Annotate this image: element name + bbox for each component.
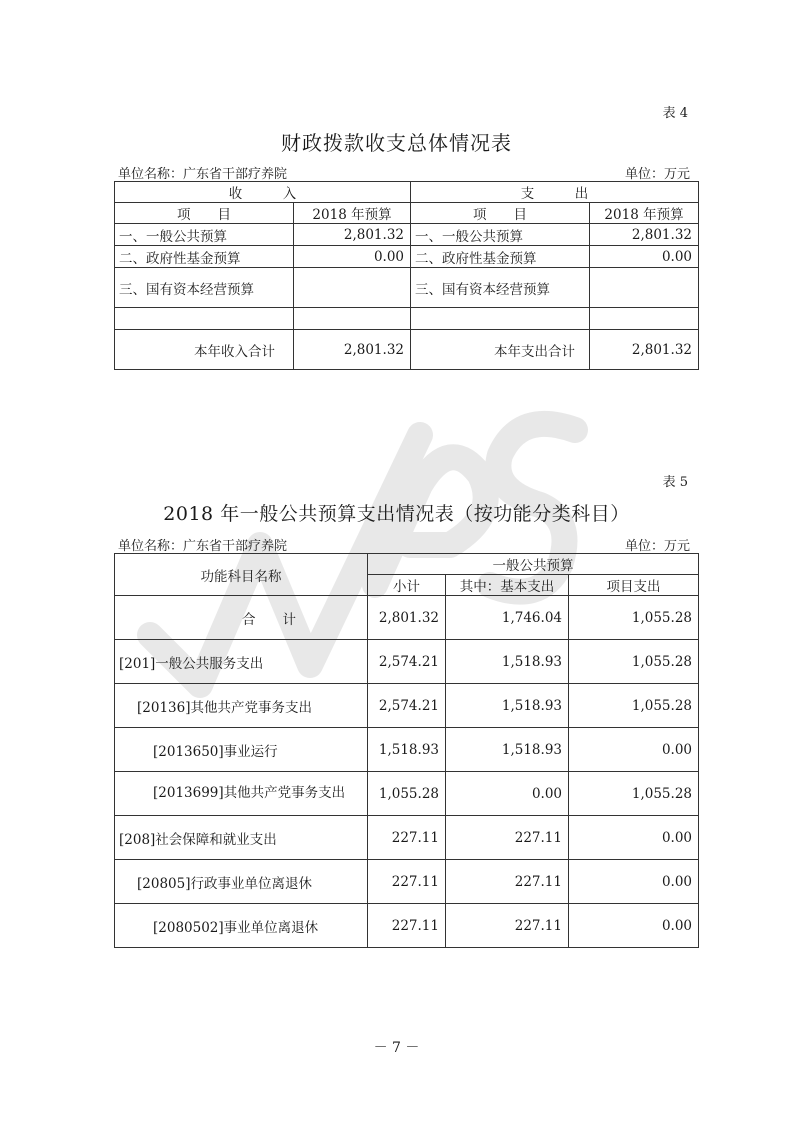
expense-value: 2,801.32 (590, 224, 699, 246)
income-value: 0.00 (294, 246, 411, 268)
income-item: 三、国有资本经营预算 (115, 268, 294, 308)
table5-header-row (115, 554, 699, 575)
table5-title: 2018 年一般公共预算支出情况表（按功能分类科目） (163, 503, 630, 525)
subject-name: [201]一般公共服务支出 (115, 640, 368, 684)
basic-expense-value: 1,518.93 (446, 640, 569, 684)
income-item: 一、一般公共预算 (115, 224, 294, 246)
income-item: 二、政府性基金预算 (115, 246, 294, 268)
table4-header-row (115, 182, 699, 203)
project-expense-value: 1,055.28 (569, 772, 699, 816)
subtotal-value: 2,574.21 (368, 684, 446, 728)
table4-unit-row (118, 163, 690, 182)
table4-unit: 单位：万元 (624, 167, 690, 182)
table-row (115, 246, 699, 268)
table-row (115, 596, 699, 640)
subject-name: [20805]行政事业单位离退休 (115, 860, 368, 904)
subject-name-header: 功能科目名称 (115, 554, 368, 596)
table4-title: 财政拨款收支总体情况表 (281, 131, 512, 155)
table-row (115, 860, 699, 904)
table-row (115, 772, 699, 816)
expense-item: 三、国有资本经营预算 (411, 268, 590, 308)
subject-name: [2080502]事业单位离退休 (115, 904, 368, 948)
table-row (115, 684, 699, 728)
basic-expense-value: 1,518.93 (446, 728, 569, 772)
expense-total-label: 本年支出合计 (411, 330, 590, 370)
subtotal-value: 227.11 (368, 860, 446, 904)
table5-unit: 单位：万元 (624, 539, 690, 554)
basic-expense-value: 1,518.93 (446, 684, 569, 728)
project-expense-value: 1,055.28 (569, 640, 699, 684)
general-budget-header: 一般公共预算 (368, 554, 699, 575)
basic-expense-value: 227.11 (446, 860, 569, 904)
income-total-value: 2,801.32 (294, 330, 411, 370)
basic-expense-value: 0.00 (446, 772, 569, 816)
basic-expense-value: 1,746.04 (446, 596, 569, 640)
table5-unit-name: 单位名称：广东省干部疗养院 (118, 539, 288, 554)
project-expense-value: 0.00 (569, 816, 699, 860)
subject-name: [208]社会保障和就业支出 (115, 816, 368, 860)
expense-value (590, 308, 699, 330)
subtotal-value: 2,574.21 (368, 640, 446, 684)
expense-item: 一、一般公共预算 (411, 224, 590, 246)
subtotal-value: 227.11 (368, 904, 446, 948)
table-row (115, 224, 699, 246)
subject-name: [20136]其他共产党事务支出 (115, 684, 368, 728)
expense-value: 0.00 (590, 246, 699, 268)
table-row (115, 904, 699, 948)
project-expense-header: 项目支出 (569, 575, 699, 596)
table5-unit-row (118, 535, 690, 554)
subject-name: [2013650]事业运行 (115, 728, 368, 772)
table-row (115, 308, 699, 330)
income-item (115, 308, 294, 330)
basic-expense-value: 227.11 (446, 904, 569, 948)
project-expense-value: 1,055.28 (569, 596, 699, 640)
table-row (115, 728, 699, 772)
subtotal-value: 227.11 (368, 816, 446, 860)
table-row (115, 816, 699, 860)
table5-general-budget-expenditure (114, 553, 699, 948)
subject-name: [2013699]其他共产党事务支出 (115, 772, 368, 816)
subtotal-value: 1,055.28 (368, 772, 446, 816)
project-expense-value: 1,055.28 (569, 684, 699, 728)
basic-expense-value: 227.11 (446, 816, 569, 860)
income-total-label: 本年收入合计 (115, 330, 294, 370)
subtotal-header: 小计 (368, 575, 446, 596)
table-row (115, 268, 699, 308)
page-number: － 7 － (373, 1040, 420, 1056)
expense-item-header: 项 目 (411, 203, 590, 224)
project-expense-value: 0.00 (569, 904, 699, 948)
income-value (294, 268, 411, 308)
expense-budget-header: 2018 年预算 (590, 203, 699, 224)
project-expense-value: 0.00 (569, 728, 699, 772)
table4-unit-name: 单位名称：广东省干部疗养院 (118, 167, 288, 182)
expense-item: 二、政府性基金预算 (411, 246, 590, 268)
income-header: 收 入 (115, 182, 411, 203)
table-row (115, 640, 699, 684)
income-value: 2,801.32 (294, 224, 411, 246)
table4-total-row (115, 330, 699, 370)
expense-header: 支 出 (411, 182, 699, 203)
subtotal-value: 1,518.93 (368, 728, 446, 772)
table4-fiscal-overview (114, 181, 699, 370)
expense-value (590, 268, 699, 308)
income-item-header: 项 目 (115, 203, 294, 224)
project-expense-value: 0.00 (569, 860, 699, 904)
income-budget-header: 2018 年预算 (294, 203, 411, 224)
subject-name: 合 计 (115, 596, 368, 640)
expense-item (411, 308, 590, 330)
expense-total-value: 2,801.32 (590, 330, 699, 370)
table4-subheader-row (115, 203, 699, 224)
basic-expense-header: 其中：基本支出 (446, 575, 569, 596)
subtotal-value: 2,801.32 (368, 596, 446, 640)
table5-number: 表 5 (662, 475, 688, 490)
income-value (294, 308, 411, 330)
table4-number: 表 4 (662, 106, 688, 121)
